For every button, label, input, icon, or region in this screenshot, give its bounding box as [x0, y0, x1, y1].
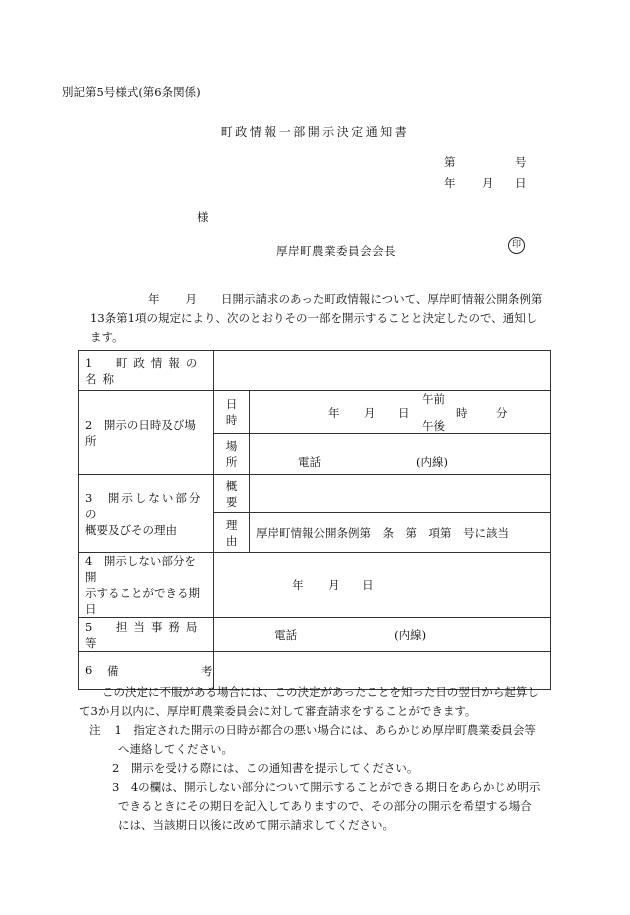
row2-label: 2 開示の日時及び場所 — [79, 391, 214, 475]
note-2: 2 開示を受ける際には、この通知書を提示してください。 — [112, 761, 419, 775]
row3-reason-value: 厚岸町情報公開条例第 条 第 項第 号に該当 — [250, 513, 551, 553]
addressee: 様 — [197, 210, 209, 224]
number-suffix: 号 — [515, 155, 527, 169]
seal-mark: 印 — [508, 237, 525, 254]
appeal-line-2: て3か月以内に、厚岸町農業委員会に対して審査請求をすることができます。 — [79, 704, 477, 718]
row5-label: 5 担当事務局等 — [79, 618, 214, 652]
row3-label: 3 開示しない部分の 概要及びその理由 — [79, 475, 214, 553]
row3-summary-value — [250, 475, 551, 513]
note-1-line-2: へ連絡してください。 — [118, 742, 233, 756]
row2-place-value: 電話 (内線) — [250, 434, 551, 475]
intro-line-1: 年 月 日開示請求のあった町政情報について、厚岸町情報公開条例第 — [148, 292, 543, 306]
table-row — [79, 475, 551, 513]
row5-value: 電話 (内線) — [214, 618, 551, 652]
disclosure-table — [78, 350, 551, 690]
intro-line-3: ます。 — [90, 330, 124, 344]
document-title: 町政情報一部開示決定通知書 — [220, 125, 410, 139]
row4-value: 年 月 日 — [214, 553, 551, 618]
issuer: 厚岸町農業委員会会長 — [276, 244, 396, 258]
date-year: 年 — [444, 176, 456, 190]
row6-label: 6 備 考 — [79, 652, 214, 690]
row4-label: 4 開示しない部分を開 示することができる期 日 — [79, 553, 214, 618]
row1-value — [214, 351, 551, 391]
intro-line-2: 13条第1項の規定により、次のとおりその一部を開示することと決定したので、通知し — [90, 311, 538, 325]
row2-datetime-label: 日 時 — [214, 391, 250, 434]
form-label: 別記第5号様式(第6条関係) — [62, 85, 201, 99]
number-label: 第 — [444, 155, 456, 169]
row1-label: 1 町政情報の名称 — [79, 351, 214, 391]
intro-paragraph — [78, 290, 558, 347]
date-day: 日 — [515, 176, 527, 190]
note-1-line-1: 注 1 指定された開示の日時が都合の悪い場合には、あらかじめ厚岸町農業委員会等 — [89, 723, 536, 737]
note-3-line-2: できるときにその期日を記入してありますので、その部分の開示を希望する場合 — [118, 799, 532, 813]
table-row — [79, 618, 551, 652]
date-month: 月 — [482, 176, 494, 190]
appeal-line-1: この決定に不服がある場合には、この決定があったことを知った日の翌日から起算し — [102, 685, 539, 699]
row3-reason-label: 理 由 — [214, 513, 250, 553]
note-3-line-3: には、当該期日以後に改めて開示請求してください。 — [118, 818, 394, 832]
row3-summary-label: 概 要 — [214, 475, 250, 513]
note-3-line-1: 3 4の欄は、開示しない部分について開示することができる期日をあらかじめ明示 — [112, 780, 541, 794]
table-row — [79, 391, 551, 434]
table-row — [79, 351, 551, 391]
row2-datetime-value: 年 月 日 午前 午後 時 分 — [250, 391, 551, 434]
row2-place-label: 場 所 — [214, 434, 250, 475]
table-row — [79, 553, 551, 618]
notes-section — [79, 683, 572, 835]
